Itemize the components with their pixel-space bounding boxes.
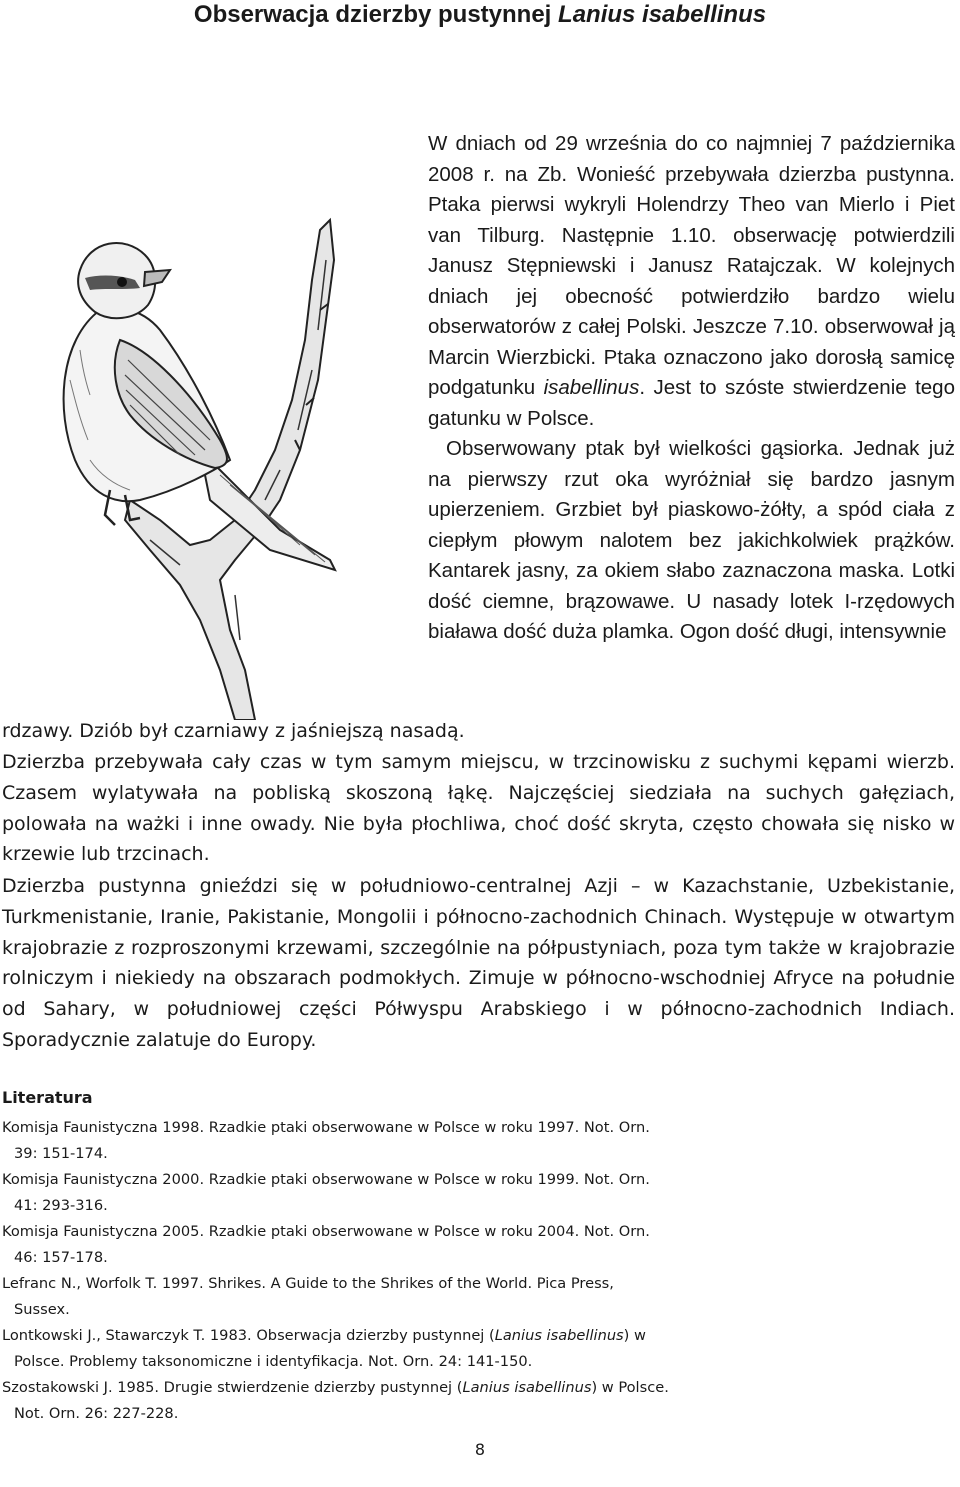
title-main: Obserwacja dzierzby pustynnej xyxy=(193,1,559,28)
reference-item xyxy=(2,1219,802,1271)
reference-line: 41: 293-316. xyxy=(14,1197,108,1214)
reference-item xyxy=(2,1375,802,1427)
reference-item xyxy=(2,1271,802,1323)
intro-text-1: W dniach od 29 września do co najmniej 7 października 2008 r. na Zb. Wonieść przebywała dzierzba pustynna. Ptaka pierwsi wykryli Holendrzy Theo van Mierlo i Piet van Tilburg. Następnie 1.10. obserwację potwierdzili Janusz Stępniewski i Janusz Ratajczak. W kolejnych dniach jej obecność potwierdziło bardzo wielu obserwatorów z całej Polski. Jeszcze 7.10. obserwował ją Marcin Wierzbicki. Ptaka oznaczono jako dorosłą samicę podgatunku xyxy=(428,132,955,399)
reference-species: Lanius isabellinus xyxy=(462,1379,592,1396)
reference-line: 39: 151-174. xyxy=(14,1145,108,1162)
range-paragraph: Dzierzba pustynna gnieździ się w południowo-centralnej Azji – w Kazachstanie, Uzbekistanie, Turkmenistanie, Iranie, Pakistanie, Mongolii i północno-zachodnich Chinach. Występuje w otwartym krajobrazie z rozproszonymi krzewami, szczególnie na półpustyniach, poza tym także w krajobrazie rolniczym i niekiedy na obszarach podmokłych. Zimuje w północno-wschodniej Afryce na południe od Sahary, w południowej części Półwyspu Arabskiego i w północno-zachodnich Indiach. Sporadycznie zalatuje do Europy. xyxy=(2,875,955,1051)
shrike-on-branch-drawing xyxy=(30,200,410,720)
article-title xyxy=(0,0,960,30)
reference-line: Komisja Faunistyczna 1998. Rzadkie ptaki obserwowane w Polsce w roku 1997. Not. Orn. xyxy=(2,1119,650,1136)
behaviour-paragraph: Dzierzba przebywała cały czas w tym samym miejscu, w trzcinowisku z suchymi kępami wierzb. Czasem wylatywała na pobliską skoszoną łąkę. Najczęściej siedziała na suchych gałęziach, polowała na ważki i inne owady. Nie była płochliwa, choć dość skryta, często chowała się nisko w krzewie lub trzcinach. xyxy=(2,751,955,866)
reference-list xyxy=(2,1115,802,1427)
reference-line: ) w xyxy=(623,1327,646,1344)
intro-column xyxy=(428,129,955,648)
reference-item xyxy=(2,1323,802,1375)
literature-heading: Literatura xyxy=(2,1088,93,1107)
reference-species: Lanius isabellinus xyxy=(494,1327,624,1344)
intro-subspecies: isabellinus xyxy=(543,376,640,399)
reference-item xyxy=(2,1115,802,1167)
reference-line: Komisja Faunistyczna 2005. Rzadkie ptaki obserwowane w Polsce w roku 2004. Not. Orn. xyxy=(2,1223,650,1240)
reference-line: 46: 157-178. xyxy=(14,1249,108,1266)
reference-line: Lontkowski J., Stawarczyk T. 1983. Obserwacja dzierzby pustynnej ( xyxy=(2,1327,495,1344)
reference-line: Sussex. xyxy=(14,1301,70,1318)
description-paragraph: Obserwowany ptak był wielkości gąsiorka. Jednak już na pierwszy rzut oka wyróżniał się bardzo jasnym upierzeniem. Grzbiet był piaskowo-żółty, a spód ciała z ciepłym płowym nalotem bez jakichkolwiek prążków. Kantarek jasny, za okiem słabo zaznaczona maska. Lotki dość ciemne, brązowawe. U nasady lotek I-rzędowych biaława dość duża plamka. Ogon dość długi, intensywnie xyxy=(428,437,955,643)
page-number: 8 xyxy=(474,1440,486,1459)
title-species: Lanius isabellinus xyxy=(558,1,767,28)
reference-line: Polsce. Problemy taksonomiczne i identyfikacja. Not. Orn. 24: 141-150. xyxy=(14,1353,533,1370)
reference-line: Komisja Faunistyczna 2000. Rzadkie ptaki obserwowane w Polsce w roku 1999. Not. Orn. xyxy=(2,1171,650,1188)
reference-line: Szostakowski J. 1985. Drugie stwierdzenie dzierzby pustynnej ( xyxy=(2,1379,463,1396)
reference-item xyxy=(2,1167,802,1219)
reference-line: Lefranc N., Worfolk T. 1997. Shrikes. A Guide to the Shrikes of the World. Pica Press, xyxy=(2,1275,614,1292)
reference-line: ) w Polsce. xyxy=(591,1379,669,1396)
description-end: rdzawy. Dziób był czarniawy z jaśniejszą nasadą. xyxy=(2,720,465,742)
reference-line: Not. Orn. 26: 227-228. xyxy=(14,1405,179,1422)
intro-text-2: . Jest to szóste stwierdzenie tego gatunku w Polsce. xyxy=(428,376,955,430)
intro-paragraph xyxy=(428,129,955,434)
